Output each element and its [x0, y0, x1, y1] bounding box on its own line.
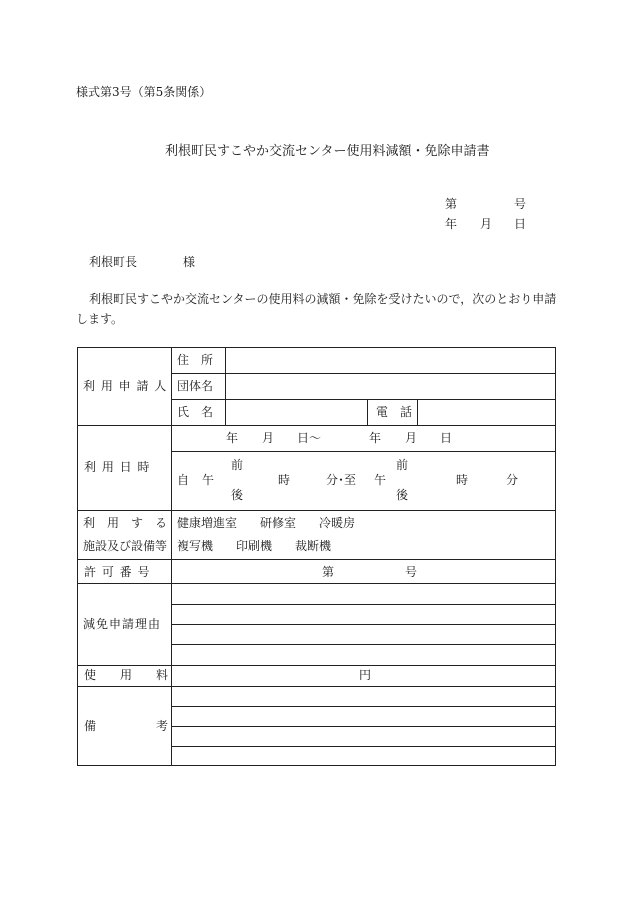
facility-item-health-room: 健康増進室 [177, 516, 238, 530]
reason-label: 減免申請理由 [83, 617, 162, 631]
addressee-sama: 様 [183, 255, 196, 269]
use-time-fun2: 分 [506, 473, 519, 487]
use-time-ato1: 後 [231, 488, 244, 502]
use-time-zen1: 前 [231, 458, 244, 472]
body-line-2: します。 [76, 312, 124, 326]
fee-yen: 円 [359, 668, 372, 682]
facility-item-cutter: 裁断機 [295, 539, 332, 553]
addressee-mayor: 利根町長 [89, 255, 138, 269]
use-date-tsuki2: 月 [405, 431, 418, 445]
facility-item-training-room: 研修室 [260, 516, 297, 530]
date-tsuki: 月 [480, 217, 493, 231]
use-time-go1: 午 [202, 473, 215, 487]
facility-item-printer: 印刷機 [236, 539, 273, 553]
application-table [77, 347, 556, 766]
use-time-zen2: 前 [396, 458, 409, 472]
address-label: 住 所 [177, 353, 214, 367]
use-time-go2: 午 [374, 473, 387, 487]
facility-item-copier: 複写機 [177, 539, 214, 553]
doc-number-dai: 第 [445, 197, 458, 211]
use-time-toki1: 時 [278, 473, 291, 487]
phone-label: 電 話 [376, 405, 413, 419]
form-number: 様式第3号（第5条関係） [76, 85, 212, 99]
permit-go: 号 [405, 565, 418, 579]
doc-number-go: 号 [514, 197, 527, 211]
group-label: 団体名 [177, 379, 214, 393]
name-label: 氏 名 [177, 405, 214, 419]
use-time-toki2: 時 [456, 473, 469, 487]
fee-label: 使 用 料 [84, 668, 169, 682]
facility-item-air-conditioning: 冷暖房 [319, 516, 356, 530]
permit-label: 許 可 番 号 [84, 565, 151, 579]
date-hi: 日 [514, 217, 527, 231]
use-date-tsuki: 月 [262, 431, 275, 445]
date-nen: 年 [445, 217, 458, 231]
permit-dai: 第 [322, 565, 335, 579]
body-line-1: 利根町民すこやか交流センターの使用料の減額・免除を受けたいので，次のとおり申請 [89, 292, 557, 306]
use-date-nen: 年 [226, 431, 239, 445]
facility-label-1: 利 用 す る [83, 516, 168, 530]
facility-label-2: 施設及び設備等 [83, 539, 168, 553]
page-title: 利根町民すこやか交流センター使用料減額・免除申請書 [165, 144, 490, 159]
use-date-nen2: 年 [369, 431, 382, 445]
use-time-fun-itaru: 分･至 [326, 473, 357, 487]
use-date-hi2: 日 [440, 431, 453, 445]
use-date-label: 利 用 日 時 [84, 460, 151, 474]
remarks-label: 備 考 [84, 719, 169, 733]
use-time-ji: 自 [177, 473, 190, 487]
use-date-hi-kara: 日～ [297, 431, 322, 445]
use-time-ato2: 後 [396, 488, 409, 502]
applicant-label: 利 用 申 請 人 [83, 379, 168, 393]
